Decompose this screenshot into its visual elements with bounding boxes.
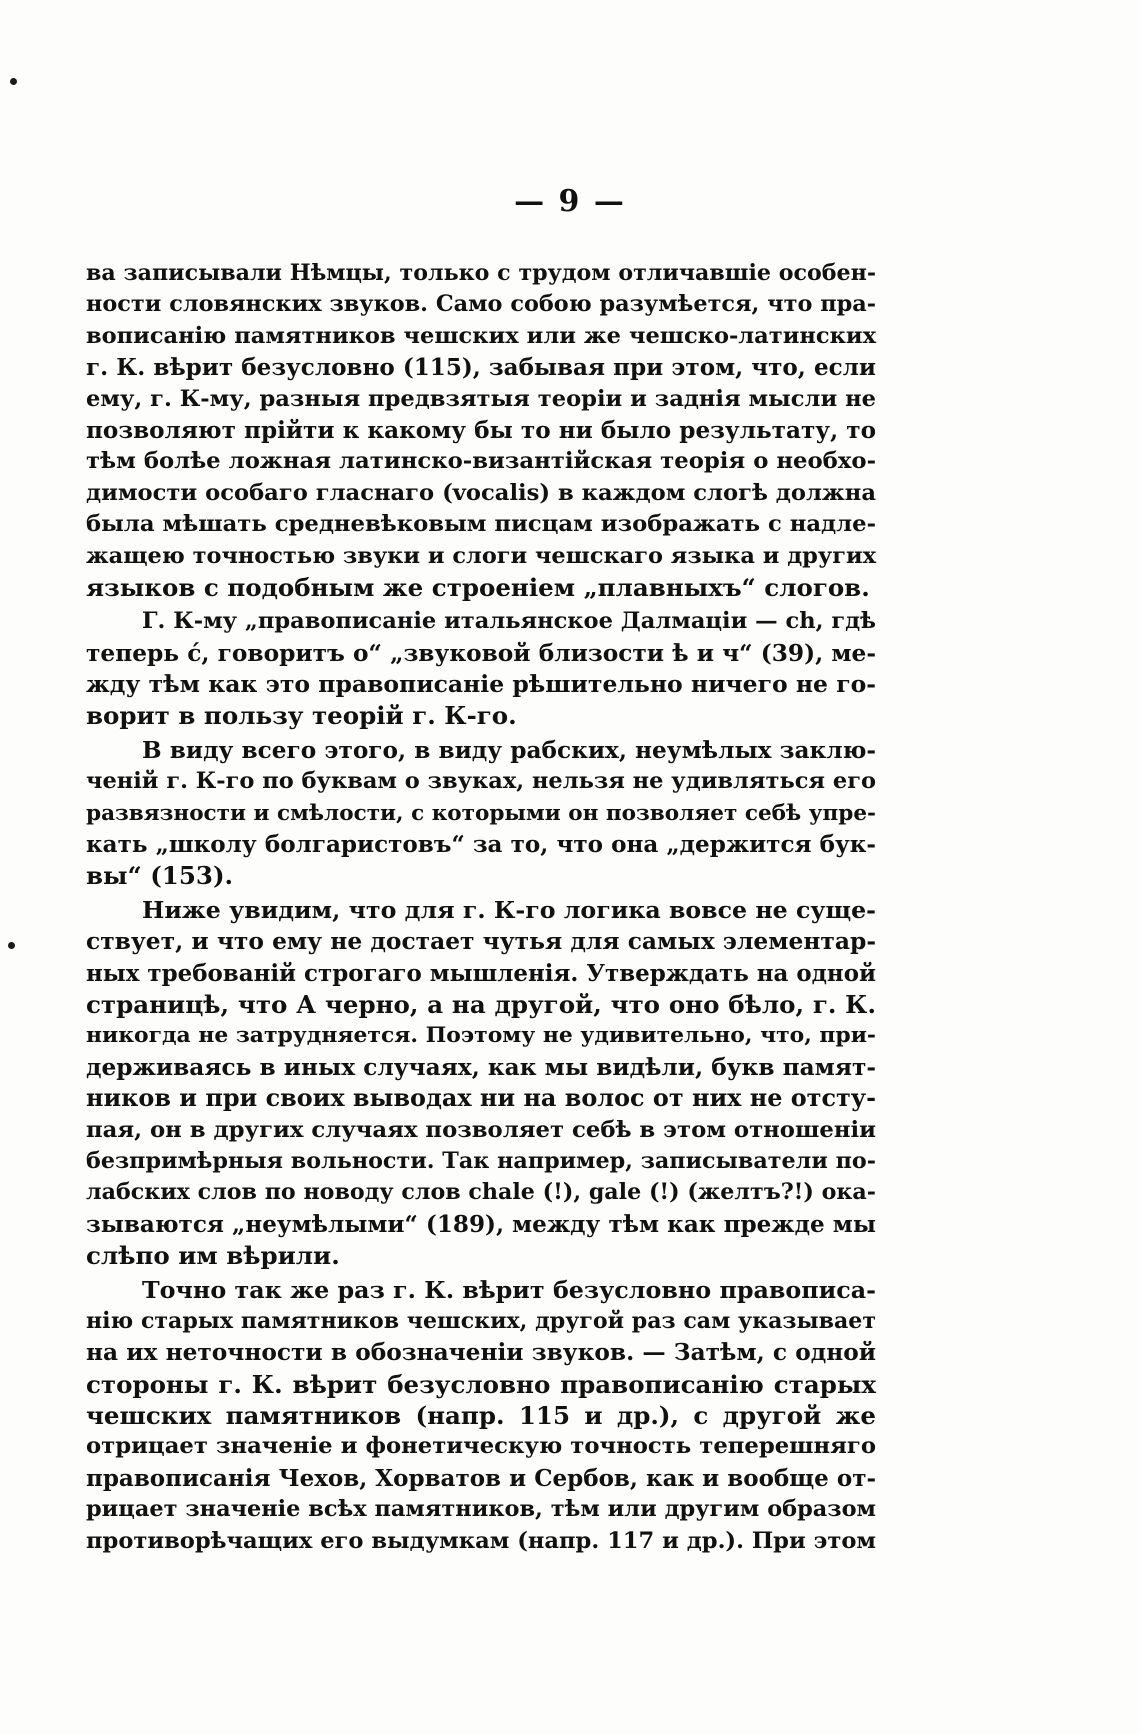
- text-line: жду тѣм как это правописаніе рѣшительно ничего не го-: [86, 670, 876, 699]
- text-line: отрицает значеніе и фонетическую точность теперешняго: [86, 1433, 876, 1460]
- text-line: тѣм болѣе ложная латинско-византійская теорія о необхо-: [86, 448, 876, 475]
- text-line: ных требованій строгаго мышленія. Утверждать на одной: [86, 959, 876, 987]
- text-line: ворит в пользу теорій г. К-го.: [86, 701, 517, 731]
- text-line: жащею точностью звуки и слоги чешскаго языка и других: [86, 542, 876, 569]
- text-line: языков с подобным же строеніем „плавныхъ“ слогов.: [86, 572, 870, 602]
- body-text: [86, 258, 876, 1557]
- text-line: безпримѣрныя вольности. Так например, записыватели по-: [86, 1147, 876, 1174]
- text-line: кать „школу болгаристовъ“ за то, что она „держится бук-: [86, 831, 876, 859]
- text-line: держиваясь в иных случаях, как мы видѣли, букв памят-: [86, 1053, 876, 1081]
- text-line: лабских слов по новоду слов chale (!), gale (!) (желтъ?!) ока-: [86, 1179, 876, 1206]
- text-line: ности словянских звуков. Само собою разумѣется, что пра-: [86, 291, 876, 318]
- text-line: позволяют прійти к какому бы то ни было результату, то: [86, 416, 876, 444]
- text-line: Ниже увидим, что для г. К-го логика вовсе не суще-: [142, 895, 876, 924]
- ink-speck: [8, 942, 15, 949]
- text-line: никогда не затрудняется. Поэтому не удивительно, что, при-: [86, 1022, 876, 1049]
- text-line: нію старых памятников чешских, другой раз сам указывает: [86, 1307, 876, 1334]
- text-line: стороны г. К. вѣрит безусловно правописанію старых: [86, 1369, 876, 1399]
- text-line: ченій г. К-го по буквам о звуках, нельзя не удивляться его: [86, 768, 876, 795]
- text-line: ва записывали Нѣмцы, только с трудом отличавшіе особен-: [86, 260, 876, 286]
- text-line: рицает значеніе всѣх памятников, тѣм или другим образом: [86, 1496, 876, 1523]
- text-line: г. К. вѣрит безусловно (115), забывая при этом, что, если: [86, 354, 876, 382]
- text-line: Г. К-му „правописаніе итальянское Далмаціи — ch, гдѣ: [142, 608, 876, 635]
- text-line: пая, он в других случаях позволяет себѣ в этом отношеніи: [86, 1116, 876, 1143]
- text-line: димости особаго гласнаго (vocalis) в каждом слогѣ должна: [86, 479, 876, 506]
- text-line: Точно так же раз г. К. вѣрит безусловно правописа-: [142, 1275, 876, 1304]
- text-line: вы“ (153).: [86, 861, 234, 891]
- text-line: зываются „неумѣлыми“ (189), между тѣм как прежде мы: [86, 1210, 876, 1238]
- text-line: теперь ć, говоритъ о“ „звуковой близости ѣ и ч“ (39), ме-: [86, 639, 876, 667]
- text-line: на их неточности в обозначеніи звуков. — Затѣм, с одной: [86, 1339, 876, 1367]
- text-line: развязности и смѣлости, с которыми он позволяет себѣ упре-: [86, 800, 876, 826]
- text-line: ему, г. К-му, разныя предвзятыя теоріи и заднія мысли не: [86, 385, 876, 412]
- text-line: ствует, и что ему не достает чутья для самых элементар-: [86, 927, 876, 956]
- page-number: — 9 —: [514, 184, 626, 219]
- text-line: правописанія Чехов, Хорватов и Сербов, как и вообще от-: [86, 1464, 876, 1492]
- text-line: чешских памятников (напр. 115 и др.), с другой же: [86, 1401, 876, 1431]
- text-line: была мѣшать средневѣковым писцам изображать с надле-: [86, 511, 876, 538]
- text-line: страницѣ, что А черно, а на другой, что оно бѣло, г. К.: [86, 989, 876, 1019]
- text-line: В виду всего этого, в виду рабских, неумѣлых заклю-: [142, 736, 876, 764]
- text-line: вописанію памятников чешских или же чешско-латинских: [86, 322, 876, 349]
- text-line: ников и при своих выводах ни на волос от них не отсту-: [86, 1084, 876, 1113]
- ink-speck: [10, 78, 17, 85]
- text-line: слѣпо им вѣрили.: [86, 1241, 340, 1271]
- text-line: противорѣчащих его выдумкам (напр. 117 и др.). При этом: [86, 1527, 876, 1554]
